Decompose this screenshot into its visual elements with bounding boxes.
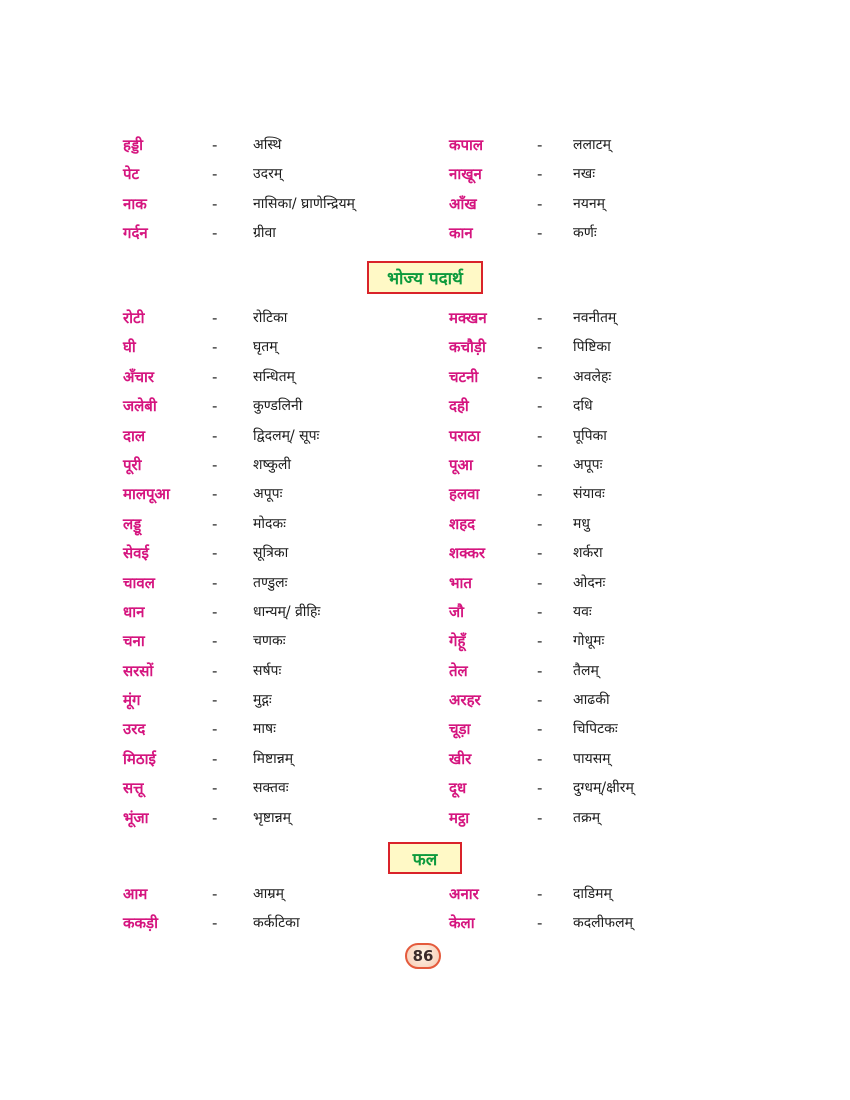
sanskrit-word: उदरम् xyxy=(253,166,283,183)
separator-dash: - xyxy=(212,455,218,474)
separator-dash: - xyxy=(537,632,543,651)
vocab-row xyxy=(0,686,850,715)
sanskrit-word: मिष्टान्नम् xyxy=(253,750,294,767)
vocab-row xyxy=(0,451,850,480)
sanskrit-word: कर्कटिका xyxy=(253,915,300,932)
sanskrit-word: रोटिका xyxy=(253,310,288,326)
separator-dash: - xyxy=(537,136,543,154)
separator-dash: - xyxy=(537,338,543,357)
hindi-word: तेल xyxy=(449,661,468,680)
hindi-word: मिठाई xyxy=(123,749,156,768)
hindi-word: नाक xyxy=(123,194,147,213)
section-heading-food: भोज्य पदार्थ xyxy=(367,261,483,294)
page-number: 86 xyxy=(405,943,441,969)
vocab-row xyxy=(0,627,850,656)
hindi-word: शक्कर xyxy=(449,544,486,563)
separator-dash: - xyxy=(212,338,218,357)
sanskrit-word: सन्धितम् xyxy=(253,368,295,385)
hindi-word: गर्दन xyxy=(123,224,148,243)
hindi-word: कपाल xyxy=(449,136,484,154)
hindi-word: आँख xyxy=(449,194,477,213)
separator-dash: - xyxy=(212,749,218,768)
sanskrit-word: नखः xyxy=(573,166,596,183)
hindi-word: घी xyxy=(123,338,136,357)
vocab-row xyxy=(0,909,850,938)
vocab-row xyxy=(0,569,850,598)
hindi-word: सत्तू xyxy=(123,779,144,798)
sanskrit-word: संयावः xyxy=(573,486,605,503)
separator-dash: - xyxy=(212,367,218,386)
hindi-word: ककड़ी xyxy=(123,914,158,933)
sanskrit-word: सक्तवः xyxy=(253,780,289,797)
sanskrit-word: मोदकः xyxy=(253,515,287,532)
sanskrit-word: अवलेहः xyxy=(573,368,612,385)
hindi-word: आम xyxy=(123,885,148,903)
sanskrit-word: नयनम् xyxy=(573,195,606,212)
hindi-word: गेहूँ xyxy=(449,632,466,651)
hindi-word: चावल xyxy=(123,573,155,592)
separator-dash: - xyxy=(537,544,543,563)
hindi-word: चूड़ा xyxy=(449,720,471,739)
hindi-word: अनार xyxy=(449,885,479,903)
vocab-row xyxy=(0,190,850,219)
vocab-row xyxy=(0,539,850,568)
separator-dash: - xyxy=(537,397,543,416)
vocab-row xyxy=(0,804,850,833)
sanskrit-word: माषः xyxy=(253,721,276,738)
separator-dash: - xyxy=(212,914,218,933)
vocab-row xyxy=(0,657,850,686)
hindi-word: दही xyxy=(449,397,469,416)
hindi-word: शहद xyxy=(449,514,476,533)
sanskrit-word: भृष्टान्नम् xyxy=(253,809,291,826)
vocab-row xyxy=(0,304,850,333)
hindi-word: मक्खन xyxy=(449,309,487,327)
hindi-word: भूंजा xyxy=(123,808,149,827)
separator-dash: - xyxy=(212,165,218,184)
sanskrit-word: अस्थि xyxy=(253,137,282,153)
sanskrit-word: दाडिमम् xyxy=(573,886,612,902)
sanskrit-word: द्विदलम्/ सूपः xyxy=(253,427,320,444)
hindi-word: सेवई xyxy=(123,544,149,563)
vocab-row xyxy=(0,363,850,392)
separator-dash: - xyxy=(537,485,543,504)
sanskrit-word: दुग्धम्/क्षीरम् xyxy=(573,780,634,797)
separator-dash: - xyxy=(212,544,218,563)
sanskrit-word: पूपिका xyxy=(573,427,607,444)
sanskrit-word: तैलम् xyxy=(573,662,599,679)
separator-dash: - xyxy=(537,779,543,798)
sanskrit-word: सर्षपः xyxy=(253,662,282,679)
separator-dash: - xyxy=(537,691,543,710)
hindi-word: धान xyxy=(123,602,145,621)
separator-dash: - xyxy=(537,426,543,445)
sanskrit-word: कुण्डलिनी xyxy=(253,398,303,415)
sanskrit-word: सूत्रिका xyxy=(253,545,289,562)
separator-dash: - xyxy=(537,165,543,184)
hindi-word: दाल xyxy=(123,426,146,445)
sanskrit-word: ग्रीवा xyxy=(253,225,276,242)
separator-dash: - xyxy=(212,426,218,445)
sanskrit-word: मधु xyxy=(573,515,590,532)
sanskrit-word: अपूपः xyxy=(573,456,603,473)
vocab-row xyxy=(0,160,850,189)
hindi-word: मूंग xyxy=(123,691,141,710)
vocab-row xyxy=(0,715,850,744)
vocab-row xyxy=(0,392,850,421)
separator-dash: - xyxy=(537,661,543,680)
vocab-row xyxy=(0,880,850,909)
sanskrit-word: पिष्टिका xyxy=(573,339,611,356)
vocab-row xyxy=(0,598,850,627)
separator-dash: - xyxy=(212,224,218,243)
hindi-word: कचौड़ी xyxy=(449,338,486,357)
section-heading-fruits: फल xyxy=(388,842,462,874)
separator-dash: - xyxy=(212,779,218,798)
vocab-row xyxy=(0,480,850,509)
hindi-word: चना xyxy=(123,632,145,651)
hindi-word: जलेबी xyxy=(123,397,157,416)
fruit-items-list xyxy=(0,880,850,939)
sanskrit-word: गोधूमः xyxy=(573,633,605,650)
sanskrit-word: नासिका/ घ्राणेन्द्रियम् xyxy=(253,195,355,212)
separator-dash: - xyxy=(537,602,543,621)
sanskrit-word: तण्डुलः xyxy=(253,574,288,591)
sanskrit-word: आढकी xyxy=(573,692,610,709)
hindi-word: रोटी xyxy=(123,309,145,327)
hindi-word: पूआ xyxy=(449,455,473,474)
hindi-word: अरहर xyxy=(449,691,481,710)
sanskrit-word: शर्करा xyxy=(573,545,603,562)
sanskrit-word: चणकः xyxy=(253,633,286,650)
sanskrit-word: आम्रम् xyxy=(253,886,285,902)
separator-dash: - xyxy=(212,661,218,680)
hindi-word: हड्डी xyxy=(123,136,143,154)
hindi-word: लड्डू xyxy=(123,514,142,533)
sanskrit-word: शष्कुली xyxy=(253,456,292,473)
vocab-row xyxy=(0,422,850,451)
vocab-row xyxy=(0,333,850,362)
hindi-word: उरद xyxy=(123,720,146,739)
hindi-word: केला xyxy=(449,914,475,933)
hindi-word: अँचार xyxy=(123,367,155,386)
food-items-list xyxy=(0,304,850,833)
hindi-word: हलवा xyxy=(449,485,480,504)
separator-dash: - xyxy=(212,573,218,592)
separator-dash: - xyxy=(537,573,543,592)
separator-dash: - xyxy=(212,632,218,651)
sanskrit-word: ओदनः xyxy=(573,574,606,591)
separator-dash: - xyxy=(212,720,218,739)
separator-dash: - xyxy=(212,309,218,327)
sanskrit-word: धान्यम्/ व्रीहिः xyxy=(253,603,321,620)
separator-dash: - xyxy=(537,455,543,474)
separator-dash: - xyxy=(537,224,543,243)
sanskrit-word: मुद्गः xyxy=(253,692,272,709)
sanskrit-word: दधि xyxy=(573,398,593,415)
hindi-word: कान xyxy=(449,224,473,243)
sanskrit-word: यवः xyxy=(573,603,592,620)
separator-dash: - xyxy=(212,808,218,827)
sanskrit-word: नवनीतम् xyxy=(573,310,617,326)
sanskrit-word: अपूपः xyxy=(253,486,283,503)
hindi-word: सरसों xyxy=(123,661,154,680)
body-parts-list xyxy=(0,131,850,249)
sanskrit-word: पायसम् xyxy=(573,750,611,767)
sanskrit-word: कर्णः xyxy=(573,225,597,242)
hindi-word: खीर xyxy=(449,749,472,768)
separator-dash: - xyxy=(212,885,218,903)
separator-dash: - xyxy=(212,691,218,710)
sanskrit-word: घृतम् xyxy=(253,339,278,356)
hindi-word: मट्ठा xyxy=(449,808,470,827)
hindi-word: भात xyxy=(449,573,472,592)
sanskrit-word: ललाटम् xyxy=(573,137,612,153)
vocab-row xyxy=(0,745,850,774)
separator-dash: - xyxy=(537,749,543,768)
vocab-row xyxy=(0,510,850,539)
hindi-word: पूरी xyxy=(123,455,142,474)
hindi-word: पेट xyxy=(123,165,140,184)
sanskrit-word: चिपिटकः xyxy=(573,721,618,738)
vocab-row xyxy=(0,131,850,160)
vocab-row xyxy=(0,774,850,803)
separator-dash: - xyxy=(537,194,543,213)
hindi-word: जौ xyxy=(449,602,465,621)
separator-dash: - xyxy=(537,514,543,533)
hindi-word: मालपूआ xyxy=(123,485,170,504)
separator-dash: - xyxy=(537,914,543,933)
sanskrit-word: कदलीफलम् xyxy=(573,915,633,932)
separator-dash: - xyxy=(212,194,218,213)
separator-dash: - xyxy=(537,309,543,327)
hindi-word: पराठा xyxy=(449,426,481,445)
separator-dash: - xyxy=(212,485,218,504)
hindi-word: दूध xyxy=(449,779,467,798)
separator-dash: - xyxy=(537,720,543,739)
separator-dash: - xyxy=(537,885,543,903)
separator-dash: - xyxy=(537,367,543,386)
sanskrit-word: तक्रम् xyxy=(573,809,601,826)
separator-dash: - xyxy=(212,514,218,533)
separator-dash: - xyxy=(212,602,218,621)
separator-dash: - xyxy=(537,808,543,827)
separator-dash: - xyxy=(212,136,218,154)
hindi-word: चटनी xyxy=(449,367,479,386)
separator-dash: - xyxy=(212,397,218,416)
vocab-row xyxy=(0,219,850,248)
hindi-word: नाखून xyxy=(449,165,482,184)
